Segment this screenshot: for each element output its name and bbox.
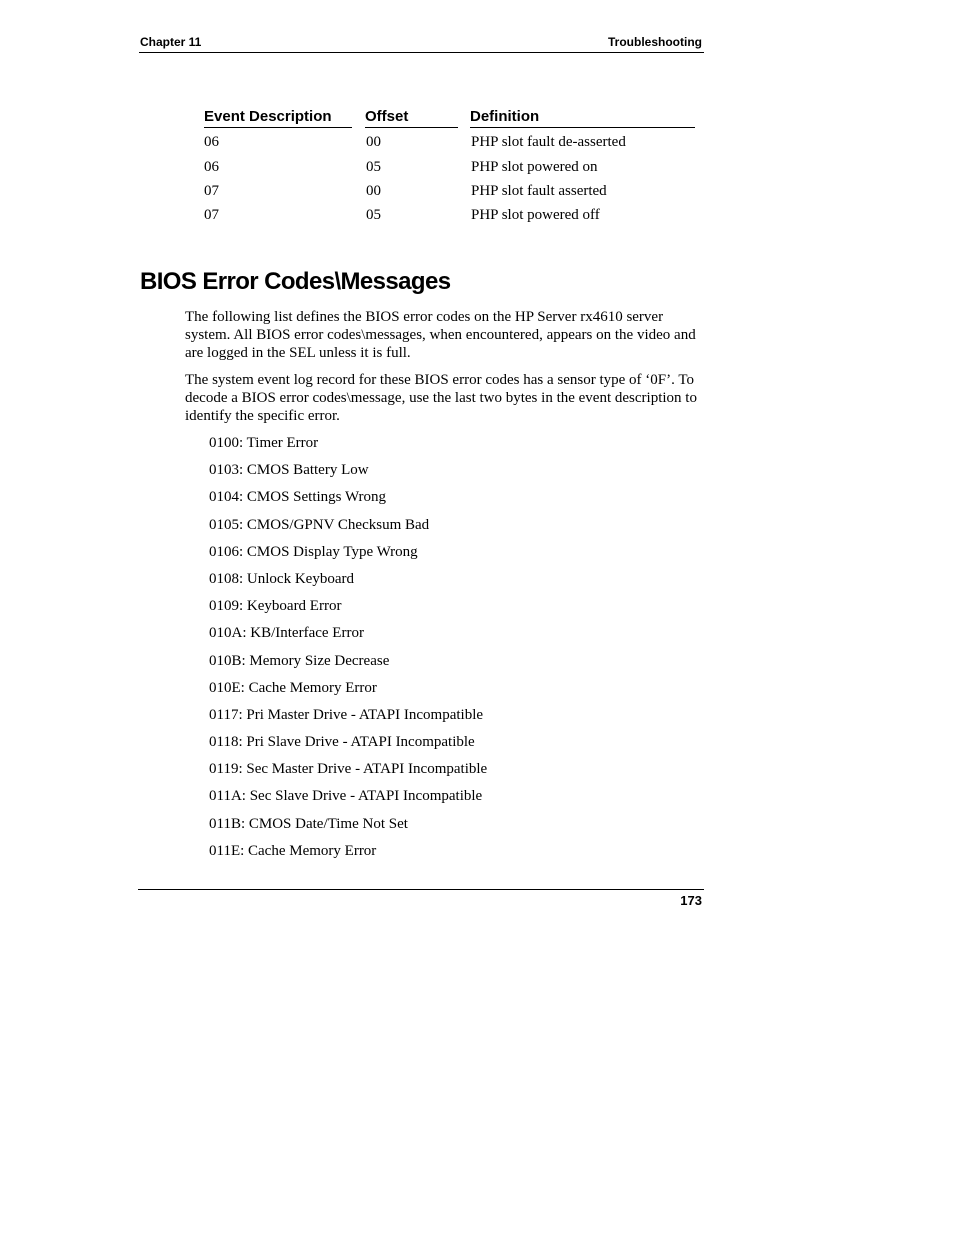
offset-cell: 05	[366, 207, 381, 223]
list-item: 010E: Cache Memory Error	[209, 679, 377, 696]
definition-cell: PHP slot powered off	[471, 207, 600, 223]
list-item: 0106: CMOS Display Type Wrong	[209, 543, 418, 560]
column-header-event-description: Event Description	[204, 107, 352, 128]
offset-cell: 00	[366, 134, 381, 150]
section-title: BIOS Error Codes\Messages	[140, 268, 451, 295]
error-code-list	[209, 434, 487, 869]
section-label: Troubleshooting	[608, 35, 702, 49]
list-item: 0118: Pri Slave Drive - ATAPI Incompatible	[209, 734, 475, 751]
list-item: 0100: Timer Error	[209, 435, 319, 451]
list-item: 010A: KB/Interface Error	[209, 625, 364, 642]
table-row	[204, 183, 696, 207]
definition-cell: PHP slot powered on	[471, 159, 598, 175]
list-item: 0117: Pri Master Drive - ATAPI Incompatible	[209, 706, 484, 723]
list-item: 0108: Unlock Keyboard	[209, 570, 354, 587]
table-row	[204, 207, 696, 231]
list-item: 0105: CMOS/GPNV Checksum Bad	[209, 516, 430, 533]
event-cell: 07	[204, 207, 219, 223]
column-header-definition: Definition	[470, 107, 695, 128]
list-item: 011E: Cache Memory Error	[209, 842, 377, 859]
list-item: 011A: Sec Slave Drive - ATAPI Incompatible	[209, 788, 483, 805]
list-item: 0103: CMOS Battery Low	[209, 462, 369, 479]
list-item: 010B: Memory Size Decrease	[209, 652, 390, 669]
event-cell: 06	[204, 159, 219, 175]
list-item: 0109: Keyboard Error	[209, 598, 342, 615]
page-header	[139, 35, 704, 53]
column-header-offset: Offset	[365, 107, 458, 128]
page-footer	[138, 889, 704, 908]
table-row	[204, 159, 696, 183]
event-cell: 07	[204, 183, 219, 199]
list-item: 0119: Sec Master Drive - ATAPI Incompatible	[209, 761, 488, 778]
list-item: 011B: CMOS Date/Time Not Set	[209, 815, 408, 832]
definition-cell: PHP slot fault asserted	[471, 183, 607, 199]
offset-cell: 05	[366, 159, 381, 175]
definition-cell: PHP slot fault de-asserted	[471, 134, 626, 150]
chapter-label: Chapter 11	[140, 35, 202, 49]
list-item: 0104: CMOS Settings Wrong	[209, 489, 387, 506]
table-row	[204, 134, 696, 158]
decode-paragraph: The system event log record for these BIOS error codes has a sensor type of ‘0F’. To decode a BIOS error codes\message, use the last two bytes in the event description to identify the specific error.	[185, 372, 697, 424]
event-cell: 06	[204, 134, 219, 150]
intro-paragraph: The following list defines the BIOS error codes on the HP Server rx4610 server system. All BIOS error codes\messages, when encountered, appears on the video and are logged in the SEL unless it is full.	[185, 309, 696, 361]
page-number: 173	[680, 893, 702, 908]
offset-cell: 00	[366, 183, 381, 199]
